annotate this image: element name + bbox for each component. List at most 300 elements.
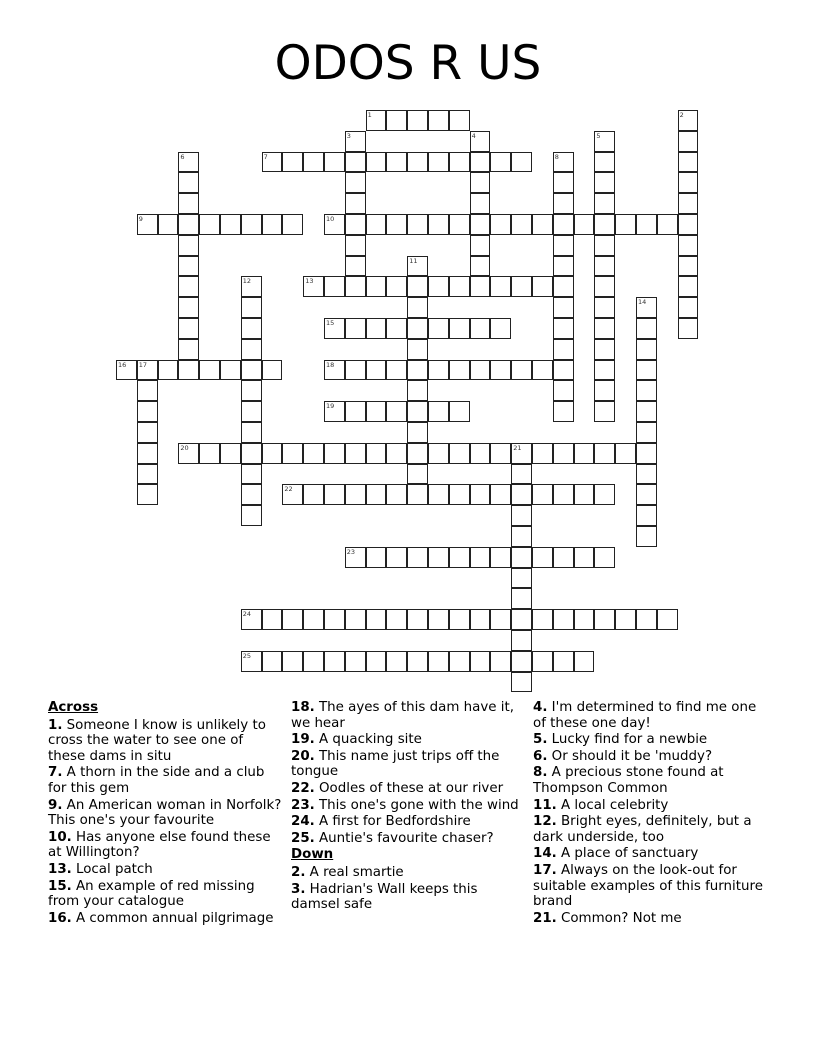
grid-cell[interactable] — [594, 214, 615, 235]
grid-cell[interactable] — [345, 609, 366, 630]
grid-cell[interactable] — [241, 484, 262, 505]
grid-cell[interactable] — [386, 609, 407, 630]
grid-cell[interactable] — [594, 297, 615, 318]
grid-cell[interactable] — [657, 609, 678, 630]
grid-cell[interactable] — [511, 526, 532, 547]
grid-cell[interactable] — [241, 422, 262, 443]
grid-cell[interactable] — [345, 152, 366, 173]
grid-cell[interactable] — [553, 152, 574, 173]
grid-cell[interactable] — [428, 360, 449, 381]
grid-cell[interactable] — [636, 318, 657, 339]
grid-cell[interactable] — [636, 297, 657, 318]
grid-cell[interactable] — [594, 360, 615, 381]
grid-cell[interactable] — [532, 547, 553, 568]
grid-cell[interactable] — [262, 360, 283, 381]
grid-cell[interactable] — [636, 443, 657, 464]
grid-cell[interactable] — [428, 443, 449, 464]
grid-cell[interactable] — [532, 651, 553, 672]
grid-cell[interactable] — [199, 443, 220, 464]
cell-number: 25 — [242, 651, 252, 660]
grid-cell[interactable] — [407, 609, 428, 630]
grid-cell[interactable] — [366, 360, 387, 381]
grid-cell[interactable] — [386, 214, 407, 235]
grid-cell[interactable] — [553, 360, 574, 381]
grid-cell[interactable] — [241, 297, 262, 318]
grid-cell[interactable] — [178, 256, 199, 277]
grid-cell[interactable] — [594, 443, 615, 464]
cell-number: 8 — [554, 152, 559, 161]
grid-cell[interactable] — [220, 443, 241, 464]
grid-cell[interactable] — [490, 484, 511, 505]
grid-cell[interactable] — [636, 214, 657, 235]
grid-cell[interactable] — [386, 360, 407, 381]
grid-cell[interactable] — [241, 339, 262, 360]
grid-cell[interactable] — [511, 276, 532, 297]
grid-cell[interactable] — [449, 214, 470, 235]
grid-cell[interactable] — [636, 609, 657, 630]
grid-cell[interactable] — [594, 401, 615, 422]
cell-number: 13 — [305, 277, 314, 286]
grid-cell[interactable] — [407, 318, 428, 339]
grid-cell[interactable] — [386, 110, 407, 131]
grid-cell[interactable] — [553, 235, 574, 256]
grid-cell[interactable] — [366, 484, 387, 505]
grid-cell[interactable] — [490, 318, 511, 339]
grid-cell[interactable] — [199, 360, 220, 381]
grid-cell[interactable] — [553, 339, 574, 360]
grid-cell[interactable] — [490, 547, 511, 568]
grid-cell[interactable] — [137, 422, 158, 443]
grid-cell[interactable] — [678, 214, 699, 235]
cell-number: 7 — [263, 152, 268, 161]
grid-cell[interactable] — [470, 651, 491, 672]
grid-cell[interactable] — [407, 464, 428, 485]
grid-cell[interactable] — [553, 443, 574, 464]
grid-cell[interactable] — [137, 360, 158, 381]
grid-cell[interactable] — [678, 110, 699, 131]
grid-cell[interactable] — [366, 651, 387, 672]
grid-cell[interactable] — [553, 256, 574, 277]
grid-cell[interactable] — [490, 443, 511, 464]
cell-number: 11 — [409, 256, 418, 265]
grid-cell[interactable] — [553, 609, 574, 630]
grid-cell[interactable] — [511, 672, 532, 693]
grid-cell[interactable] — [490, 276, 511, 297]
grid-cell[interactable] — [553, 172, 574, 193]
grid-cell[interactable] — [366, 547, 387, 568]
grid-cell[interactable] — [345, 401, 366, 422]
clue-across-1: 1. Someone I know is unlikely to cross the water to see one of these dams in situ — [48, 717, 266, 764]
grid-cell[interactable] — [407, 401, 428, 422]
grid-cell[interactable] — [594, 172, 615, 193]
grid-cell[interactable] — [407, 443, 428, 464]
grid-cell[interactable] — [303, 443, 324, 464]
grid-cell[interactable] — [615, 214, 636, 235]
grid-cell[interactable] — [345, 235, 366, 256]
grid-cell[interactable] — [428, 401, 449, 422]
grid-cell[interactable] — [470, 193, 491, 214]
grid-cell[interactable] — [511, 484, 532, 505]
grid-cell[interactable] — [511, 630, 532, 651]
grid-cell[interactable] — [574, 609, 595, 630]
grid-cell[interactable] — [303, 152, 324, 173]
grid-cell[interactable] — [386, 547, 407, 568]
grid-cell[interactable] — [553, 276, 574, 297]
grid-cell[interactable] — [470, 214, 491, 235]
grid-cell[interactable] — [490, 152, 511, 173]
grid-cell[interactable] — [241, 276, 262, 297]
grid-cell[interactable] — [303, 276, 324, 297]
grid-cell[interactable] — [262, 443, 283, 464]
grid-cell[interactable] — [636, 339, 657, 360]
grid-cell[interactable] — [678, 276, 699, 297]
grid-cell[interactable] — [366, 276, 387, 297]
grid-cell[interactable] — [137, 401, 158, 422]
grid-cell[interactable] — [678, 318, 699, 339]
grid-cell[interactable] — [345, 651, 366, 672]
grid-cell[interactable] — [678, 131, 699, 152]
grid-cell[interactable] — [532, 484, 553, 505]
grid-cell[interactable] — [449, 110, 470, 131]
grid-cell[interactable] — [241, 443, 262, 464]
grid-cell[interactable] — [345, 131, 366, 152]
grid-cell[interactable] — [553, 214, 574, 235]
cell-number: 9 — [138, 215, 143, 223]
grid-cell[interactable] — [178, 339, 199, 360]
grid-cell[interactable] — [449, 651, 470, 672]
grid-cell[interactable] — [553, 193, 574, 214]
cell-number: 22 — [284, 485, 293, 494]
grid-cell[interactable] — [282, 152, 303, 173]
grid-cell[interactable] — [449, 547, 470, 568]
grid-cell[interactable] — [366, 214, 387, 235]
grid-cell[interactable] — [428, 214, 449, 235]
grid-cell[interactable] — [594, 152, 615, 173]
grid-cell[interactable] — [678, 193, 699, 214]
grid-cell[interactable] — [407, 256, 428, 277]
clue-across-25: 25. Auntie's favourite chaser? — [291, 830, 494, 846]
grid-cell[interactable] — [262, 609, 283, 630]
grid-cell[interactable] — [137, 484, 158, 505]
grid-cell[interactable] — [470, 276, 491, 297]
clue-down-3: 3. Hadrian's Wall keeps this damsel safe — [291, 881, 478, 913]
grid-cell[interactable] — [407, 360, 428, 381]
grid-cell[interactable] — [324, 152, 345, 173]
grid-cell[interactable] — [511, 547, 532, 568]
grid-cell[interactable] — [158, 360, 179, 381]
grid-cell[interactable] — [386, 276, 407, 297]
clue-down-8: 8. A precious stone found at Thompson Common — [533, 765, 724, 796]
grid-cell[interactable] — [386, 484, 407, 505]
grid-cell[interactable] — [407, 651, 428, 672]
grid-cell[interactable] — [386, 651, 407, 672]
grid-cell[interactable] — [678, 297, 699, 318]
grid-cell[interactable] — [553, 547, 574, 568]
clue-across-22: 22. Oodles of these at our river — [291, 780, 504, 796]
grid-cell[interactable] — [282, 484, 303, 505]
grid-cell[interactable] — [324, 401, 345, 422]
grid-cell[interactable] — [428, 651, 449, 672]
grid-cell[interactable] — [178, 193, 199, 214]
grid-cell[interactable] — [657, 214, 678, 235]
grid-cell[interactable] — [324, 360, 345, 381]
grid-cell[interactable] — [407, 110, 428, 131]
grid-cell[interactable] — [366, 152, 387, 173]
grid-cell[interactable] — [324, 214, 345, 235]
grid-cell[interactable] — [636, 422, 657, 443]
grid-cell[interactable] — [241, 380, 262, 401]
grid-cell[interactable] — [199, 214, 220, 235]
grid-cell[interactable] — [386, 401, 407, 422]
grid-cell[interactable] — [178, 235, 199, 256]
clue-down-4: 4. I'm determined to find me one of these one day! — [533, 700, 757, 731]
grid-cell[interactable] — [178, 297, 199, 318]
clue-across-23: 23. This one's gone with the wind — [291, 797, 519, 813]
grid-cell[interactable] — [574, 443, 595, 464]
grid-cell[interactable] — [511, 651, 532, 672]
grid-cell[interactable] — [407, 214, 428, 235]
grid-cell[interactable] — [324, 318, 345, 339]
grid-cell[interactable] — [366, 318, 387, 339]
grid-cell[interactable] — [324, 609, 345, 630]
grid-cell[interactable] — [324, 484, 345, 505]
grid-cell[interactable] — [428, 547, 449, 568]
grid-cell[interactable] — [678, 172, 699, 193]
grid-cell[interactable] — [220, 214, 241, 235]
grid-cell[interactable] — [386, 443, 407, 464]
grid-cell[interactable] — [407, 276, 428, 297]
grid-cell[interactable] — [345, 172, 366, 193]
grid-cell[interactable] — [594, 547, 615, 568]
grid-cell[interactable] — [490, 609, 511, 630]
clue-across-18: 18. The ayes of this dam have it, we hear — [291, 700, 514, 731]
grid-cell[interactable] — [553, 380, 574, 401]
grid-cell[interactable] — [345, 193, 366, 214]
grid-cell[interactable] — [470, 443, 491, 464]
grid-cell[interactable] — [511, 505, 532, 526]
grid-cell[interactable] — [345, 276, 366, 297]
grid-cell[interactable] — [636, 464, 657, 485]
grid-cell[interactable] — [636, 380, 657, 401]
cell-number: 5 — [596, 131, 601, 140]
grid-cell[interactable] — [490, 360, 511, 381]
grid-cell[interactable] — [407, 547, 428, 568]
grid-cell[interactable] — [470, 609, 491, 630]
grid-cell[interactable] — [511, 588, 532, 609]
cell-number: 16 — [118, 360, 127, 369]
grid-cell[interactable] — [532, 360, 553, 381]
across-heading: Across — [48, 700, 99, 715]
grid-cell[interactable] — [594, 276, 615, 297]
grid-cell[interactable] — [470, 235, 491, 256]
grid-cell[interactable] — [407, 339, 428, 360]
grid-cell[interactable] — [178, 318, 199, 339]
grid-cell[interactable] — [241, 214, 262, 235]
grid-cell[interactable] — [553, 401, 574, 422]
grid-cell[interactable] — [678, 235, 699, 256]
grid-cell[interactable] — [553, 484, 574, 505]
grid-cell[interactable] — [282, 443, 303, 464]
grid-cell[interactable] — [553, 651, 574, 672]
grid-cell[interactable] — [178, 443, 199, 464]
grid-cell[interactable] — [594, 609, 615, 630]
grid-cell[interactable] — [678, 152, 699, 173]
grid-cell[interactable] — [615, 609, 636, 630]
clue-across-13: 13. Local patch — [48, 861, 153, 877]
grid-cell[interactable] — [116, 360, 137, 381]
grid-cell[interactable] — [594, 193, 615, 214]
grid-cell[interactable] — [574, 214, 595, 235]
grid-cell[interactable] — [303, 484, 324, 505]
grid-cell[interactable] — [470, 131, 491, 152]
grid-cell[interactable] — [137, 464, 158, 485]
clues-column-2 — [291, 700, 527, 914]
grid-cell[interactable] — [511, 568, 532, 589]
grid-cell[interactable] — [449, 484, 470, 505]
grid-cell[interactable] — [137, 443, 158, 464]
grid-cell[interactable] — [241, 609, 262, 630]
grid-cell[interactable] — [178, 152, 199, 173]
grid-cell[interactable] — [532, 214, 553, 235]
grid-cell[interactable] — [303, 609, 324, 630]
grid-cell[interactable] — [407, 422, 428, 443]
grid-cell[interactable] — [574, 484, 595, 505]
grid-cell[interactable] — [428, 484, 449, 505]
grid-cell[interactable] — [449, 152, 470, 173]
grid-cell[interactable] — [449, 318, 470, 339]
grid-cell[interactable] — [178, 172, 199, 193]
grid-cell[interactable] — [428, 276, 449, 297]
grid-cell[interactable] — [407, 297, 428, 318]
grid-cell[interactable] — [282, 609, 303, 630]
grid-cell[interactable] — [241, 318, 262, 339]
cell-number: 20 — [180, 443, 189, 452]
grid-cell[interactable] — [470, 318, 491, 339]
grid-cell[interactable] — [282, 214, 303, 235]
grid-cell[interactable] — [428, 152, 449, 173]
grid-cell[interactable] — [594, 339, 615, 360]
grid-cell[interactable] — [574, 651, 595, 672]
grid-cell[interactable] — [178, 360, 199, 381]
grid-cell[interactable] — [470, 172, 491, 193]
grid-cell[interactable] — [386, 152, 407, 173]
clue-across-10: 10. Has anyone else found these at Willington? — [48, 829, 271, 861]
grid-cell[interactable] — [594, 380, 615, 401]
grid-cell[interactable] — [636, 360, 657, 381]
grid-cell[interactable] — [345, 360, 366, 381]
cell-number: 10 — [326, 215, 335, 223]
grid-cell[interactable] — [345, 318, 366, 339]
grid-cell[interactable] — [178, 276, 199, 297]
grid-cell[interactable] — [428, 110, 449, 131]
grid-cell[interactable] — [594, 484, 615, 505]
grid-cell[interactable] — [449, 401, 470, 422]
grid-cell[interactable] — [470, 547, 491, 568]
grid-cell[interactable] — [262, 152, 283, 173]
grid-cell[interactable] — [220, 360, 241, 381]
grid-cell[interactable] — [532, 443, 553, 464]
grid-cell[interactable] — [511, 214, 532, 235]
grid-cell[interactable] — [241, 360, 262, 381]
grid-cell[interactable] — [428, 609, 449, 630]
grid-cell[interactable] — [511, 443, 532, 464]
grid-cell[interactable] — [470, 360, 491, 381]
grid-cell[interactable] — [449, 609, 470, 630]
grid-cell[interactable] — [324, 651, 345, 672]
grid-cell[interactable] — [428, 318, 449, 339]
grid-cell[interactable] — [532, 609, 553, 630]
grid-cell[interactable] — [511, 152, 532, 173]
grid-cell[interactable] — [241, 505, 262, 526]
grid-cell[interactable] — [262, 651, 283, 672]
grid-cell[interactable] — [470, 256, 491, 277]
grid-cell[interactable] — [470, 484, 491, 505]
grid-cell[interactable] — [449, 443, 470, 464]
grid-cell[interactable] — [282, 651, 303, 672]
grid-cell[interactable] — [324, 276, 345, 297]
grid-cell[interactable] — [490, 214, 511, 235]
grid-cell[interactable] — [407, 380, 428, 401]
grid-cell[interactable] — [553, 318, 574, 339]
grid-cell[interactable] — [407, 484, 428, 505]
grid-cell[interactable] — [470, 152, 491, 173]
grid-cell[interactable] — [366, 401, 387, 422]
grid-cell[interactable] — [490, 651, 511, 672]
grid-cell[interactable] — [636, 401, 657, 422]
grid-cell[interactable] — [366, 443, 387, 464]
grid-cell[interactable] — [511, 464, 532, 485]
grid-cell[interactable] — [324, 443, 345, 464]
grid-cell[interactable] — [594, 235, 615, 256]
grid-cell[interactable] — [594, 256, 615, 277]
grid-cell[interactable] — [594, 318, 615, 339]
grid-cell[interactable] — [178, 214, 199, 235]
grid-cell[interactable] — [241, 401, 262, 422]
grid-cell[interactable] — [262, 214, 283, 235]
grid-cell[interactable] — [137, 214, 158, 235]
grid-cell[interactable] — [345, 547, 366, 568]
grid-cell[interactable] — [386, 318, 407, 339]
grid-cell[interactable] — [449, 276, 470, 297]
grid-cell[interactable] — [137, 380, 158, 401]
clue-across-15: 15. An example of red missing from your catalogue — [48, 878, 255, 910]
grid-cell[interactable] — [636, 505, 657, 526]
grid-cell[interactable] — [678, 256, 699, 277]
grid-cell[interactable] — [345, 214, 366, 235]
grid-cell[interactable] — [241, 651, 262, 672]
grid-cell[interactable] — [407, 152, 428, 173]
grid-cell[interactable] — [345, 443, 366, 464]
cell-number: 18 — [326, 360, 335, 369]
grid-cell[interactable] — [303, 651, 324, 672]
grid-cell[interactable] — [511, 609, 532, 630]
grid-cell[interactable] — [345, 484, 366, 505]
grid-cell[interactable] — [366, 609, 387, 630]
grid-cell[interactable] — [636, 526, 657, 547]
grid-cell[interactable] — [532, 276, 553, 297]
grid-cell[interactable] — [594, 131, 615, 152]
grid-cell[interactable] — [574, 547, 595, 568]
grid-cell[interactable] — [449, 360, 470, 381]
grid-cell[interactable] — [241, 464, 262, 485]
grid-cell[interactable] — [366, 110, 387, 131]
grid-cell[interactable] — [615, 443, 636, 464]
grid-cell[interactable] — [511, 360, 532, 381]
grid-cell[interactable] — [158, 214, 179, 235]
grid-cell[interactable] — [636, 484, 657, 505]
grid-cell[interactable] — [553, 297, 574, 318]
grid-cell[interactable] — [345, 256, 366, 277]
